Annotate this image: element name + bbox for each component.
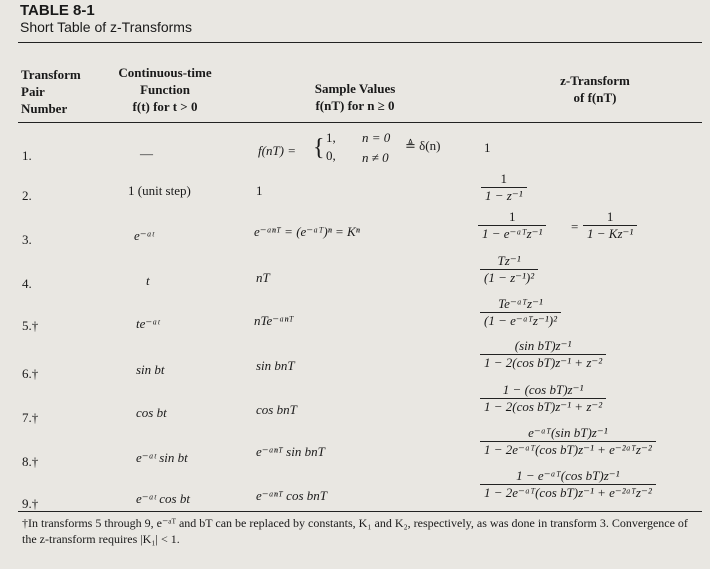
row-number: 7.† (22, 410, 39, 425)
row-ztransform: 1 − e⁻ᵃᵀ(cos bT)z⁻¹ 1 − 2e⁻ᵃᵀ(cos bT)z⁻¹ + e⁻²ᵃᵀz⁻² (480, 469, 656, 500)
table-title: TABLE 8-1 (20, 2, 95, 19)
row-ztransform: 1 (484, 140, 491, 155)
row-continuous: e⁻ᵃᵗ sin bt (136, 450, 188, 465)
row-sample: nTe⁻ᵃⁿᵀ (254, 313, 294, 328)
row-continuous: sin bt (136, 362, 165, 377)
row-ztransform-alt: 1 1 − Kz⁻¹ (583, 210, 637, 241)
row-sample: nT (256, 270, 270, 285)
row-ztransform: Te⁻ᵃᵀz⁻¹ (1 − e⁻ᵃᵀz⁻¹)² (480, 297, 561, 328)
case2-value: 0, (326, 148, 336, 163)
row-continuous: cos bt (136, 405, 167, 420)
row-ztransform: e⁻ᵃᵀ(sin bT)z⁻¹ 1 − 2e⁻ᵃᵀ(cos bT)z⁻¹ + e⁻²ᵃᵀz⁻² (480, 426, 656, 457)
header-sample: Sample Values f(nT) for n ≥ 0 (314, 81, 396, 113)
row-number: 9.† (22, 496, 39, 511)
row-ztransform: 1 1 − z⁻¹ (481, 172, 527, 203)
row-number: 6.† (22, 366, 39, 381)
row-sample: e⁻ᵃⁿᵀ cos bnT (256, 488, 327, 503)
row-sample: cos bnT (256, 402, 297, 417)
case2-condition: n ≠ 0 (362, 150, 389, 165)
row-sample-lhs: f(nT) = (258, 143, 297, 158)
row-ztransform: 1 1 − e⁻ᵃᵀz⁻¹ (478, 210, 546, 241)
header-ztransform: z-Transform of f(nT) (560, 73, 630, 105)
case1-condition: n = 0 (362, 130, 391, 145)
header-continuous: Continuous-time Function f(t) for t > 0 (118, 65, 212, 114)
sample-rhs: ≜ δ(n) (405, 138, 441, 153)
row-ztransform: (sin bT)z⁻¹ 1 − 2(cos bT)z⁻¹ + z⁻² (480, 339, 606, 370)
header-pair-number: Transform Pair Number (21, 67, 81, 116)
row-number: 1. (22, 148, 32, 163)
equals-sign: = (571, 219, 579, 234)
row-sample: 1 (256, 183, 263, 198)
row-continuous: e⁻ᵃᵗ cos bt (136, 491, 190, 506)
row-number: 2. (22, 188, 32, 203)
row-ztransform: Tz⁻¹ (1 − z⁻¹)² (480, 254, 538, 285)
row-continuous: — (140, 146, 153, 161)
row-sample: e⁻ᵃⁿᵀ sin bnT (256, 444, 325, 459)
row-sample: e⁻ᵃⁿᵀ = (e⁻ᵃᵀ)ⁿ = Kⁿ (254, 224, 360, 239)
row-sample: sin bnT (256, 358, 295, 373)
row-continuous: e⁻ᵃᵗ (134, 228, 154, 243)
table-subtitle: Short Table of z-Transforms (20, 19, 192, 35)
case1-value: 1, (326, 130, 336, 145)
row-number: 5.† (22, 318, 39, 333)
row-continuous: te⁻ᵃᵗ (136, 316, 160, 331)
row-continuous: t (146, 273, 150, 288)
footnote: †In transforms 5 through 9, e⁻ᵃᵀ and bT can be replaced by constants, K₁ and K₂, respectively, as was done in transform 3. Convergence of the z-transform requires |K₁| < 1. (22, 516, 688, 546)
row-continuous: 1 (unit step) (128, 183, 191, 198)
row-number: 4. (22, 276, 32, 291)
header-rule (18, 122, 702, 123)
brace: { (313, 135, 325, 161)
row-number: 3. (22, 232, 32, 247)
row-number: 8.† (22, 454, 39, 469)
top-rule (18, 42, 702, 43)
row-ztransform: 1 − (cos bT)z⁻¹ 1 − 2(cos bT)z⁻¹ + z⁻² (480, 383, 606, 414)
bottom-rule (18, 511, 702, 512)
